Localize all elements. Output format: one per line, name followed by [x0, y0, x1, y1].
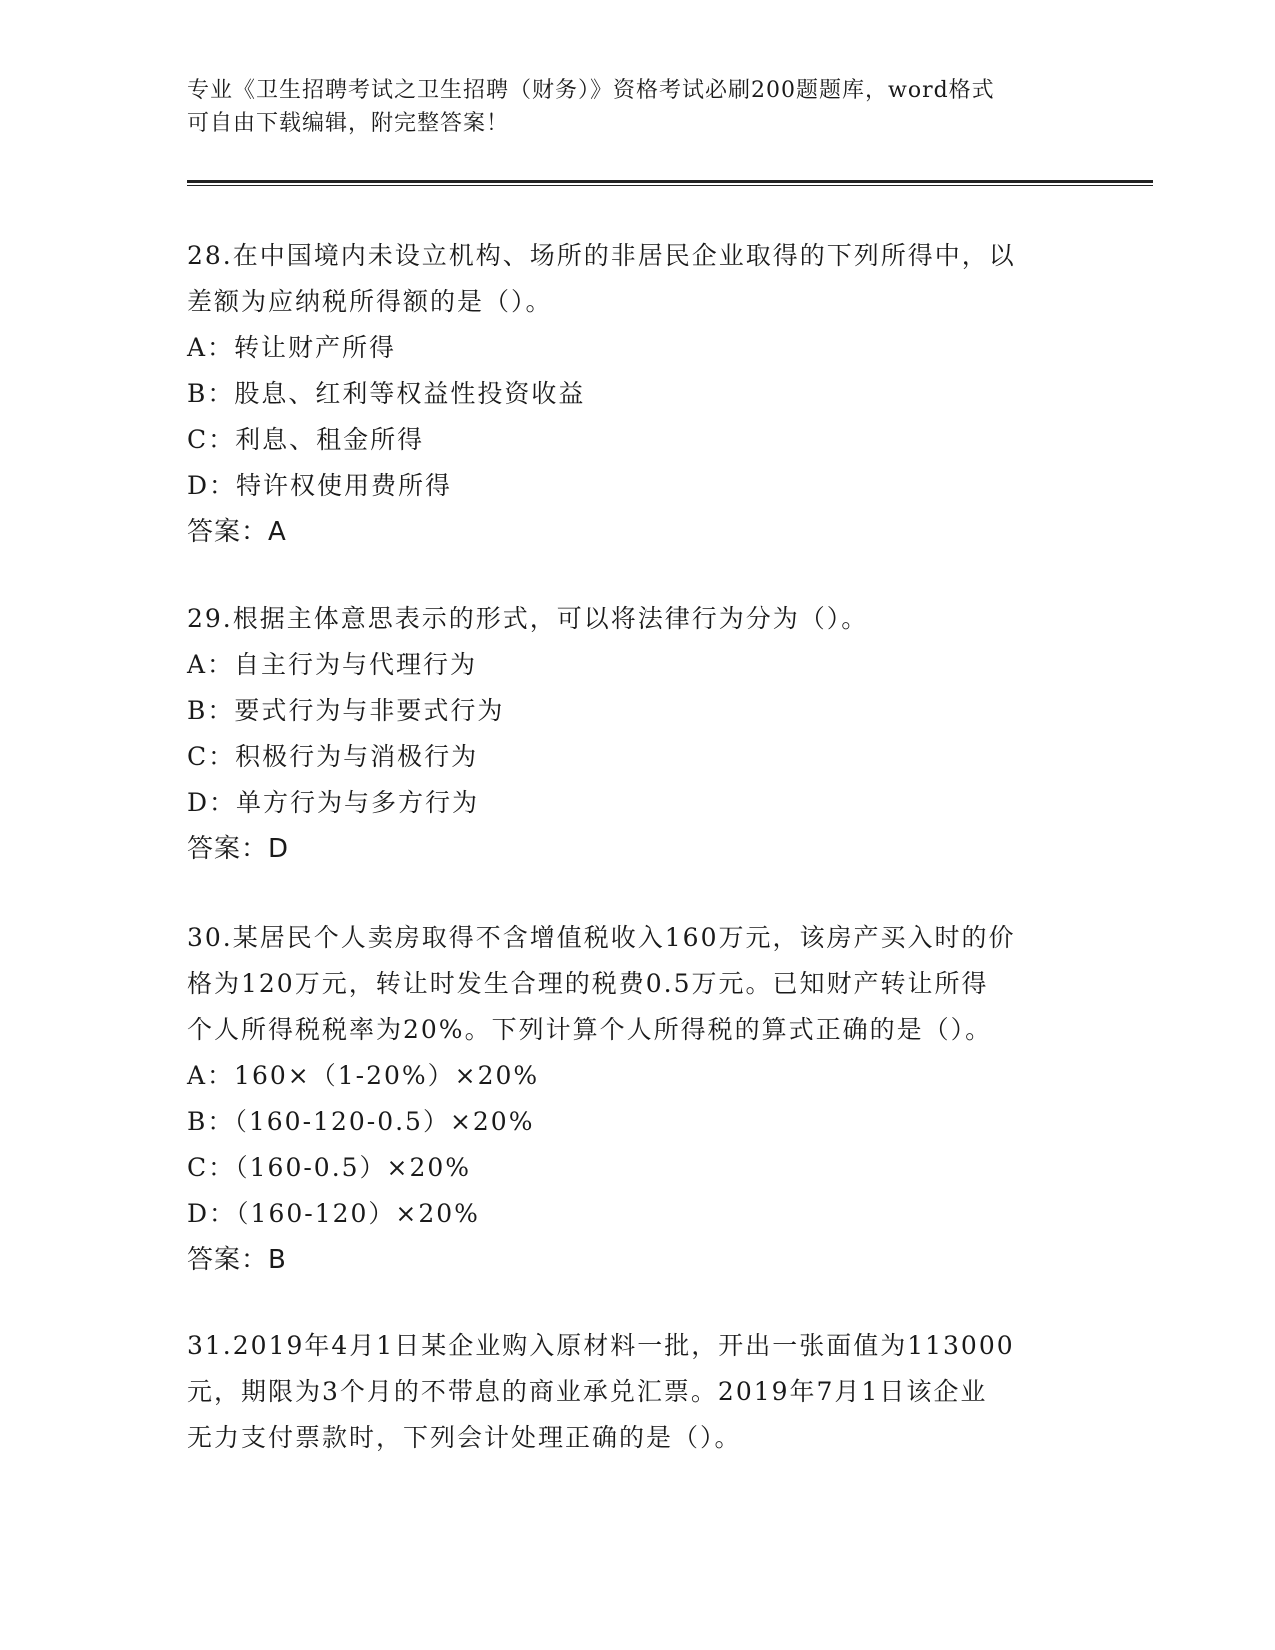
question-31	[187, 1323, 1087, 1461]
question-stem-line: 28.在中国境内未设立机构、场所的非居民企业取得的下列所得中，以	[187, 241, 1016, 270]
question-28	[187, 233, 1087, 555]
answer: 答案：D	[187, 834, 290, 864]
header-line-1: 专业《卫生招聘考试之卫生招聘（财务）》资格考试必刷200题题库，word格式	[187, 78, 995, 103]
answer: 答案：B	[187, 1245, 287, 1275]
question-stem-line: 无力支付票款时，下列会计处理正确的是（）。	[187, 1423, 742, 1452]
option-b: B：要式行为与非要式行为	[187, 696, 505, 725]
question-stem-line: 29.根据主体意思表示的形式，可以将法律行为分为（）。	[187, 604, 869, 633]
option-d: D：特许权使用费所得	[187, 471, 453, 500]
option-c: C：利息、租金所得	[187, 425, 425, 454]
option-b: B：股息、红利等权益性投资收益	[187, 379, 586, 408]
question-stem-line: 30.某居民个人卖房取得不含增值税收入160万元，该房产买入时的价	[187, 923, 1016, 952]
option-a: A：160×（1-20%）×20%	[187, 1061, 540, 1090]
header-divider-thick	[187, 180, 1153, 183]
header-line-2: 可自由下载编辑，附完整答案！	[187, 111, 510, 136]
question-stem-line: 元，期限为3个月的不带息的商业承兑汇票。2019年7月1日该企业	[187, 1377, 988, 1406]
question-stem-line: 差额为应纳税所得额的是（）。	[187, 287, 553, 316]
option-d: D：单方行为与多方行为	[187, 788, 480, 817]
header-divider-thin	[187, 185, 1153, 186]
question-stem-line: 个人所得税税率为20%。下列计算个人所得税的算式正确的是（）。	[187, 1015, 993, 1044]
question-stem-line: 31.2019年4月1日某企业购入原材料一批，开出一张面值为113000	[187, 1331, 1015, 1360]
option-a: A：转让财产所得	[187, 333, 397, 362]
option-c: C：积极行为与消极行为	[187, 742, 479, 771]
question-30	[187, 915, 1087, 1283]
document-header	[187, 74, 1087, 140]
option-a: A：自主行为与代理行为	[187, 650, 478, 679]
option-b: B：（160-120-0.5）×20%	[187, 1107, 535, 1136]
answer: 答案：A	[187, 517, 287, 547]
option-c: C：（160-0.5）×20%	[187, 1153, 472, 1182]
question-29	[187, 596, 1087, 872]
option-d: D：（160-120）×20%	[187, 1199, 480, 1228]
question-stem-line: 格为120万元，转让时发生合理的税费0.5万元。已知财产转让所得	[187, 969, 989, 998]
